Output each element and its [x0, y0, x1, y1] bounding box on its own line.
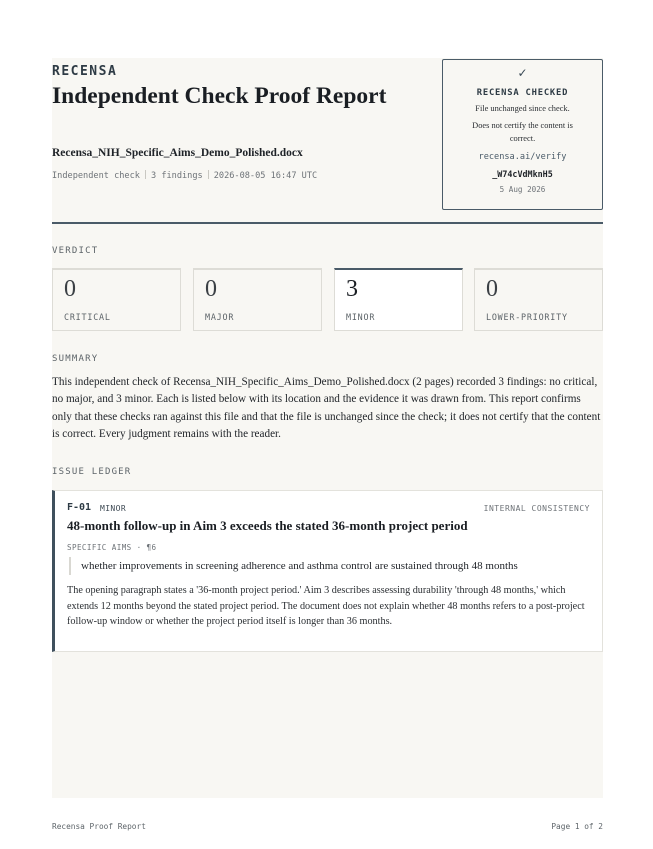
critical-count: 0	[64, 276, 76, 302]
summary-text: This independent check of Recensa_NIH_Specific_Aims_Demo_Polished.docx (2 pages) recorded 3 findings: no critical, no major, and 3 minor. Each is listed below with its location and the evidence it was drawn from. This report confirms only that these checks ran against this file and that the file is unchanged since the check; it does not certify that the content is correct. Every judgment remains with the reader.	[52, 376, 601, 440]
brand-name: RECENSA	[52, 64, 118, 79]
major-count: 0	[205, 276, 217, 302]
finding-title: 48-month follow-up in Aim 3 exceeds the stated 36-month project period	[67, 518, 468, 533]
minor-count: 3	[346, 276, 358, 302]
verdict-card-major	[193, 268, 322, 331]
footer-page-number: Page 1 of 2	[551, 822, 603, 831]
verdict-label: VERDICT	[52, 246, 99, 256]
document-filename: Recensa_NIH_Specific_Aims_Demo_Polished.docx	[52, 147, 303, 159]
stamp-disclaimer: Does not certify the content is correct.	[472, 121, 573, 143]
header-divider	[52, 222, 603, 224]
verdict-card-lower-priority	[474, 268, 603, 331]
lower-priority-count: 0	[486, 276, 498, 302]
critical-label: CRITICAL	[64, 312, 111, 322]
stamp-date: 5 Aug 2026	[499, 185, 546, 194]
minor-label: MINOR	[346, 312, 376, 322]
finding-category: INTERNAL CONSISTENCY	[483, 504, 590, 513]
finding-card	[52, 490, 603, 652]
finding-id: F-01	[67, 502, 92, 513]
meta-separator	[145, 170, 146, 179]
lower-priority-label: LOWER-PRIORITY	[486, 312, 568, 322]
verify-link[interactable]: recensa.ai/verify	[478, 152, 567, 162]
verdict-card-critical	[52, 268, 181, 331]
summary-label: SUMMARY	[52, 354, 99, 364]
finding-severity: MINOR	[100, 504, 127, 513]
report-meta	[52, 170, 317, 181]
meta-separator	[208, 170, 209, 179]
report-title: Independent Check Proof Report	[52, 83, 387, 109]
report-page	[52, 58, 603, 798]
verdict-card-minor	[334, 268, 463, 331]
verdict-cards	[52, 268, 603, 331]
major-label: MAJOR	[205, 312, 235, 322]
meta-timestamp: 2026-08-05 16:47 UTC	[213, 171, 318, 181]
issue-ledger-label: ISSUE LEDGER	[52, 467, 132, 477]
verification-code: _W74cVdMknH5	[492, 169, 553, 179]
verification-stamp	[442, 59, 603, 210]
meta-findings-count: 3 findings	[150, 171, 203, 181]
stamp-title: RECENSA CHECKED	[476, 88, 569, 98]
stamp-unchanged-note: File unchanged since check.	[475, 104, 570, 113]
finding-explanation: The opening paragraph states a '36-month project period.' Aim 3 describes assessing durability 'through 48 months,' which extends 12 months beyond the stated project period. The document does not explain whether 48 months refers to a post-project follow-up window or whether the project period itself is longer than 36 months.	[67, 585, 585, 628]
checkmark-icon: ✓	[517, 66, 528, 80]
finding-evidence-quote: whether improvements in screening adherence and asthma control are sustained through 48 months	[69, 557, 518, 575]
meta-check-type: Independent check	[52, 171, 140, 181]
finding-location: SPECIFIC AIMS · ¶6	[67, 543, 157, 552]
footer-report-name: Recensa Proof Report	[52, 822, 146, 831]
